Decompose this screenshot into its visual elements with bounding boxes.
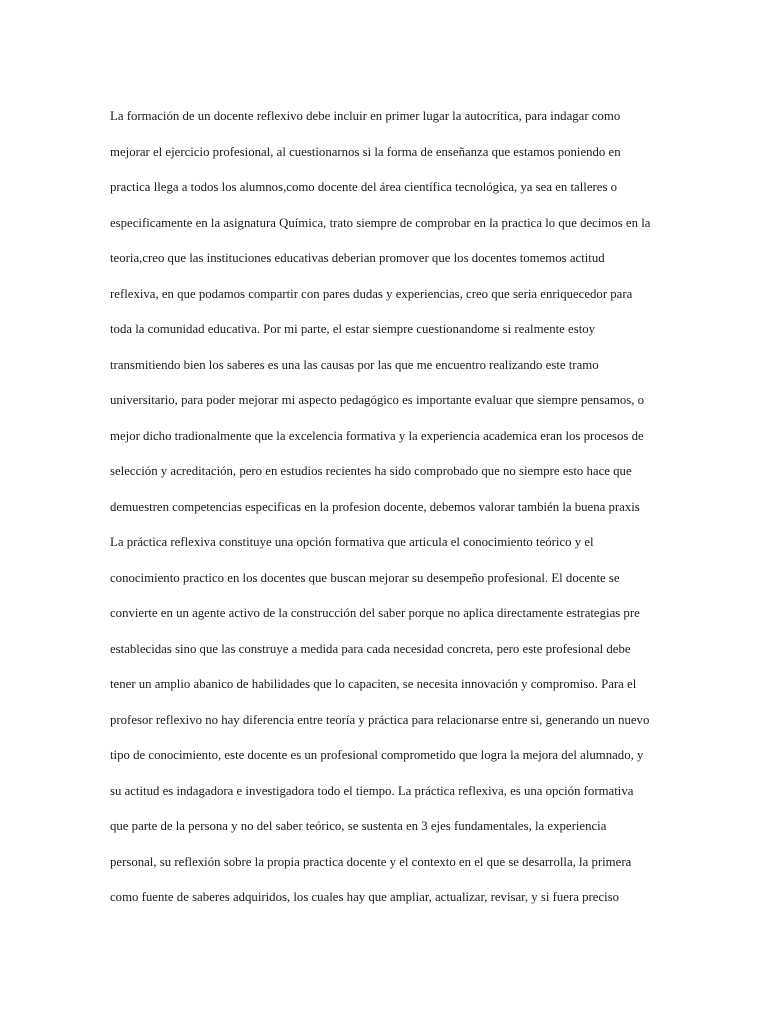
text-line: La práctica reflexiva constituye una opción formativa que articula el conocimiento teórico y el	[110, 535, 594, 549]
text-line: especificamente en la asignatura Química, trato siempre de comprobar en la practica lo que decimos en la	[110, 215, 651, 230]
text-line: selección y acreditación, pero en estudios recientes ha sido comprobado que no siempre esto hace que	[110, 464, 632, 478]
text-line: como fuente de saberes adquiridos, los cuales hay que ampliar, actualizar, revisar, y si fuera preciso	[110, 890, 620, 904]
text-line: que parte de la persona y no del saber teórico, se sustenta en 3 ejes fundamentales, la experiencia	[110, 819, 607, 833]
document-body	[110, 105, 670, 922]
text-line: reflexiva, en que podamos compartir con pares dudas y experiencias, creo que seria enriquecedor para	[110, 286, 633, 301]
text-line: La formación de un docente reflexivo debe incluir en primer lugar la autocrítica, para indagar como	[110, 109, 621, 123]
text-line: mejor dicho tradionalmente que la excelencia formativa y la experiencia academica eran los procesos de	[110, 428, 644, 443]
text-line: toda la comunidad educativa. Por mi parte, el estar siempre cuestionandome si realmente estoy	[110, 322, 596, 336]
text-line: demuestren competencias especificas en la profesion docente, debemos valorar también la buena praxis	[110, 499, 640, 514]
text-line: tipo de conocimiento, este docente es un profesional comprometido que logra la mejora del alumnado, y	[110, 748, 644, 762]
text-line: profesor reflexivo no hay diferencia entre teoría y práctica para relacionarse entre si, generando un nuevo	[110, 712, 650, 727]
text-line: personal, su reflexión sobre la propia practica docente y el contexto en el que se desarrolla, la primera	[110, 854, 632, 869]
text-line: establecidas sino que las construye a medida para cada necesidad concreta, pero este profesional debe	[110, 641, 631, 656]
text-line: teoria,creo que las instituciones educativas deberian promover que los docentes tomemos actitud	[110, 251, 605, 265]
text-line: convierte en un agente activo de la construcción del saber porque no aplica directamente estrategias pre	[110, 606, 640, 620]
text-line: su actitud es indagadora e investigadora todo el tiempo. La práctica reflexiva, es una opción formativa	[110, 783, 634, 798]
text-line: tener un amplio abanico de habilidades que lo capaciten, se necesita innovación y compromiso. Para el	[110, 677, 637, 691]
text-line: transmitiendo bien los saberes es una las causas por las que me encuentro realizando este tramo	[110, 357, 599, 372]
text-line: universitario, para poder mejorar mi aspecto pedagógico es importante evaluar que siempre pensamos, o	[110, 393, 645, 407]
text-line: practica llega a todos los alumnos,como docente del área científica tecnológica, ya sea en talleres o	[110, 180, 618, 194]
text-line: conocimiento practico en los docentes que buscan mejorar su desempeño profesional. El docente se	[110, 570, 620, 585]
text-line: mejorar el ejercicio profesional, al cuestionarnos si la forma de enseñanza que estamos poniendo en	[110, 144, 621, 159]
